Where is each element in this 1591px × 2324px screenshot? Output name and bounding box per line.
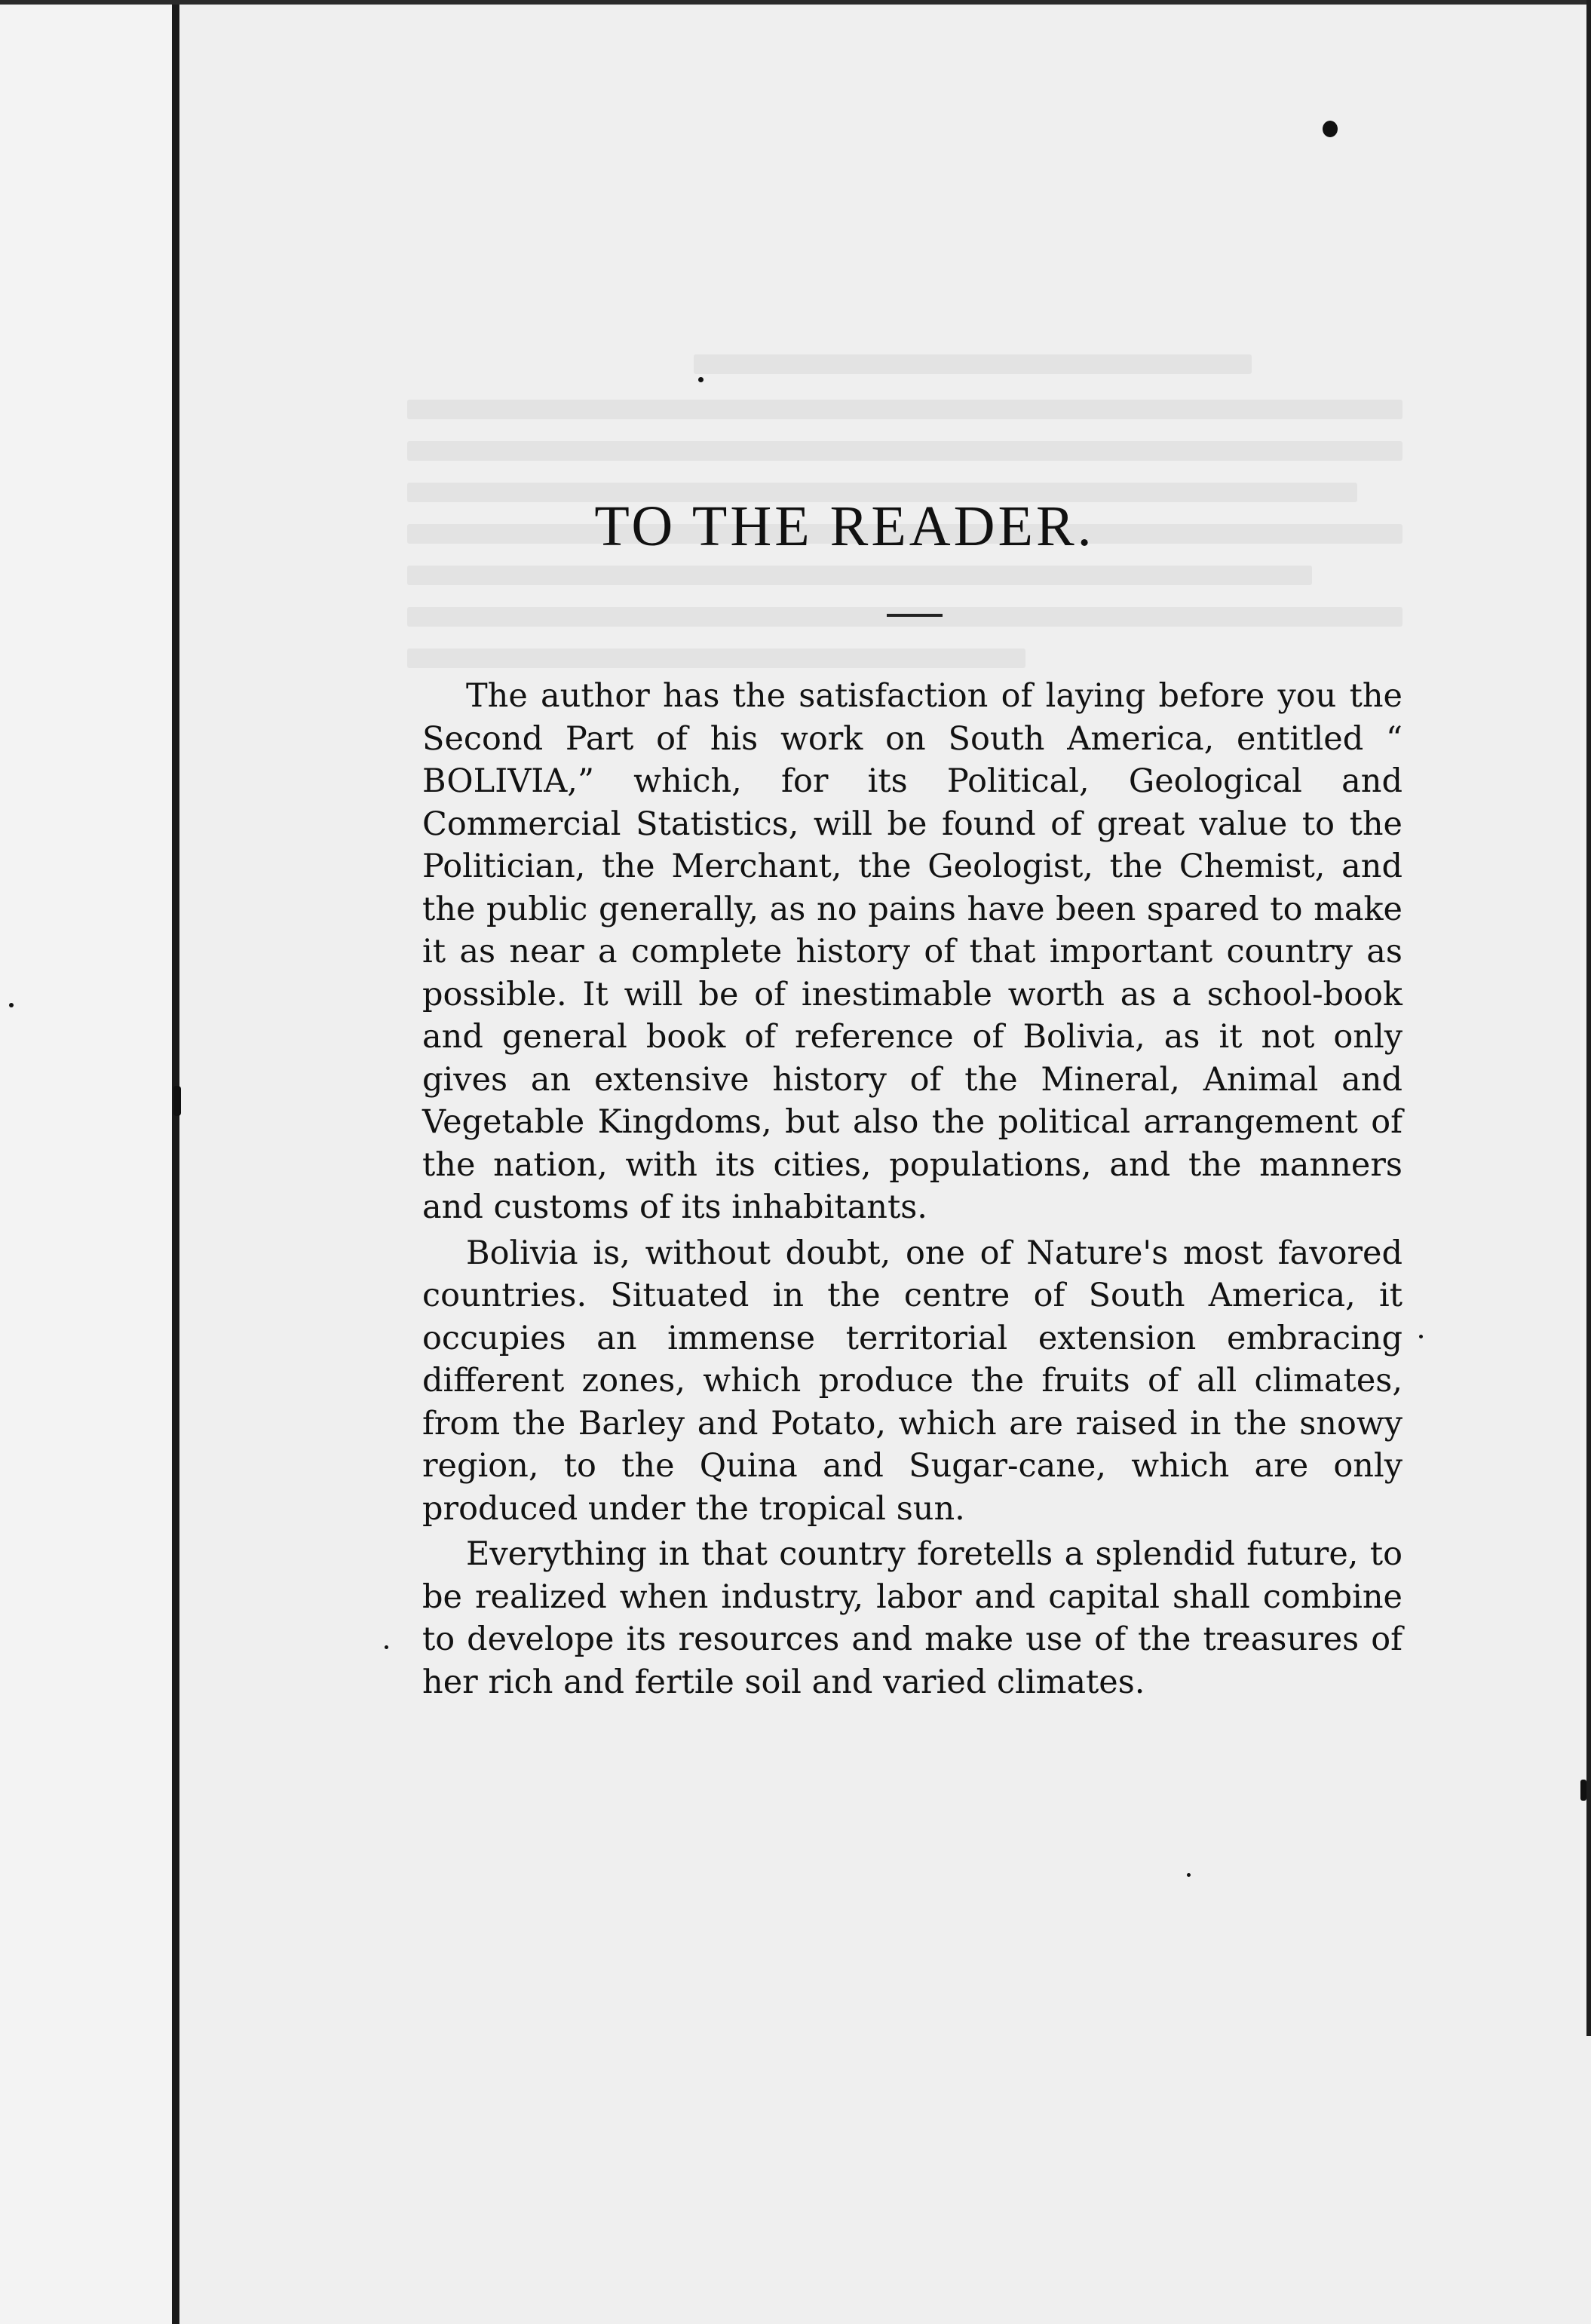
ink-speck [9,1003,14,1007]
paragraph: Bolivia is, without doubt, one of Nature's most favored countries. Situated in the centre of South America, it occupies an immense territorial extension embracing different zones, which produce the fruits of all climates, from the Barley and Potato, which are raised in the snowy region, to the Quina and Sugar-cane, which are only produced under the tropical sun. [422,1234,1402,1528]
ink-speck [1419,1335,1423,1338]
binding-edge [172,0,179,2324]
ink-speck [1187,1873,1191,1877]
ink-speck [385,1645,388,1649]
show-through-line [694,354,1252,374]
ink-speck [1323,121,1338,137]
show-through-line [407,400,1402,419]
paragraph: The author has the satisfaction of laying before you the Second Part of his work on South America, entitled “ BOLIVIA,” which, for its Political, Geological and Commercial Statistics, will be found of great value to the Politician, the Merchant, the Geologist, the Chemist, and the public generally, as no pains have been spared to make it as near a complete history of that important country as possible. It will be of inestimable worth as a school-book and general book of reference of Bolivia, as it not only gives an extensive history of the Mineral, Animal and Vegetable Kingdoms, but also the political arrangement of the nation, with its cities, populations, and the manners and customs of its inhabitants. [422,677,1402,1226]
right-edge [1586,0,1591,2036]
paragraph: Everything in that country foretells a splendid future, to be realized when industry, labor and capital shall combine to develope its resources and make use of the treasures of her rich and fertile soil and varied climates. [422,1535,1402,1701]
binding-mark [173,1086,181,1116]
top-edge [0,0,1591,5]
body-text [422,675,1402,1706]
page-gutter [0,0,175,2324]
edge-mark [1580,1780,1586,1801]
title-rule [887,614,943,617]
show-through-line [407,607,1402,627]
ink-speck [698,377,704,382]
show-through-line [407,441,1402,461]
show-through-line [407,566,1312,585]
show-through-line [407,648,1025,668]
page-title: TO THE READER. [594,495,1095,558]
